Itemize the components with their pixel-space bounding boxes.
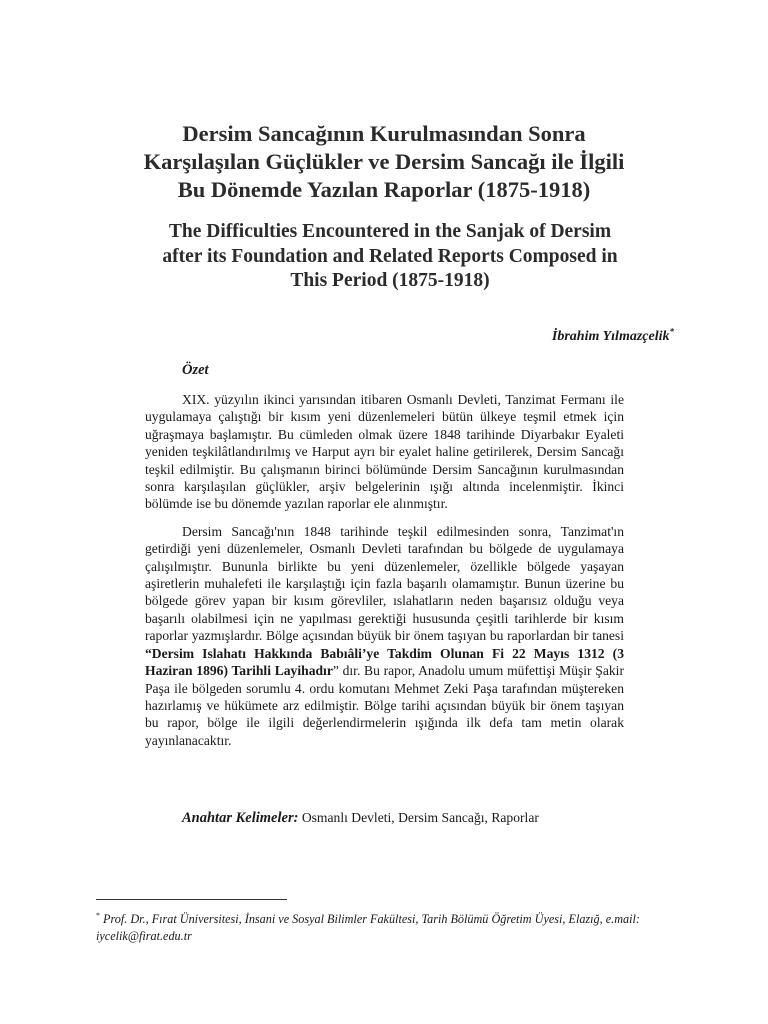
footnote-text: Prof. Dr., Fırat Üniversitesi, İnsani ve Sosyal Bilimler Fakültesi, Tarih Bölümü Öğretim Üyesi, Elazığ, e.mail: iycelik@firat.edu.tr <box>96 912 640 943</box>
english-title-line-3: This Period (1875-1918) <box>290 270 490 291</box>
footnote-marker: * <box>96 910 100 920</box>
abstract-paragraph-2 <box>145 523 624 749</box>
abstract-paragraph-2-text-a: Dersim Sancağı'nın 1848 tarihinde teşkil edilmesinden sonra, Tanzimat'ın getirdiği yeni düzenlemeler, Osmanlı Devleti tarafından bu bölgede de uygulamaya çalışılmıştır. Bununla birlikte bu yeni düzenlemeler, özellikle bölgede yaşayan aşiretlerin muhalefeti ile karşılaştığı için fazla başarılı olamamıştır. Bunun üzerine bu bölgede görev yapan bir kısım görevliler, ıslahatların neden başarısız olduğu veya başarılı olabilmesi için ne yapılması gerektiği hususunda çeşitli tarihlerde bir kısım raporlar yazmışlardır. Bölge açısından büyük bir önem taşıyan bu raporlardan bir tanesi <box>145 523 624 644</box>
footnote-divider <box>96 899 287 900</box>
english-title-line-2: after its Foundation and Related Reports Composed in <box>162 245 618 267</box>
abstract-heading: Özet <box>182 362 209 378</box>
author-name-text: İbrahim Yılmazçelik <box>551 329 670 344</box>
abstract-body <box>145 391 624 749</box>
english-title <box>100 220 680 294</box>
footnote <box>96 911 676 945</box>
abstract-paragraph-2-text-b: ” dır. Bu rapor, Anadolu umum müfettişi Müşir Şakir Paşa ile bölgeden sorumlu 4. ordu komutanı Mehmet Zeki Paşa tarafından müştereken hazırlamış ve hükümete arz edilmiştir. Bölge tarihi açısından büyük bir önem taşıyan bu rapor, bölge ile ilgili değerlendirmelerin ışığında ilk defa tam metin olarak yayınlanacaktır. <box>145 663 624 748</box>
turkish-title-line-3: Bu Dönemde Yazılan Raporlar (1875-1918) <box>177 177 591 202</box>
keywords-text: Osmanlı Devleti, Dersim Sancağı, Raporlar <box>298 810 539 825</box>
author-name <box>551 326 674 345</box>
abstract-paragraph-1: XIX. yüzyılın ikinci yarısından itibaren Osmanlı Devleti, Tanzimat Fermanı ile uygulamaya çalıştığı bir kısım yeni düzenlemeleri bütün ülkeye teşmil etmek için uğraşmaya başlamıştır. Bu cümleden olmak üzere 1848 tarihinde Diyarbakır Eyaleti yeniden teşkilâtlandırılmış ve Harput ayrı bir eyalet haline getirilerek, Dersim Sancağı teşkil edilmiştir. Bu çalışmanın birinci bölümünde Dersim Sancağının kurulmasından sonra karşılaşılan güçlükler, arşiv belgelerinin ışığı altında incelenmiştir. İkinci bölümde ise bu dönemde yazılan raporlar ele alınmıştır. <box>145 392 624 512</box>
keywords-line <box>182 809 642 827</box>
turkish-title-line-1: Dersim Sancağının Kurulmasından Sonra <box>182 121 586 146</box>
report-title-bold: “Dersim Islahatı Hakkında Babıâli’ye Takdim Olunan Fi 22 Mayıs 1312 (3 Haziran 1896) Tarihli Layihadır <box>145 645 624 679</box>
english-title-line-1: The Difficulties Encountered in the Sanjak of Dersim <box>168 221 612 242</box>
keywords-label: Anahtar Kelimeler: <box>182 810 299 826</box>
turkish-title-line-2: Karşılaşılan Güçlükler ve Dersim Sancağı ile İlgili <box>143 149 625 174</box>
turkish-title <box>80 120 688 204</box>
author-footnote-marker: * <box>669 326 674 337</box>
